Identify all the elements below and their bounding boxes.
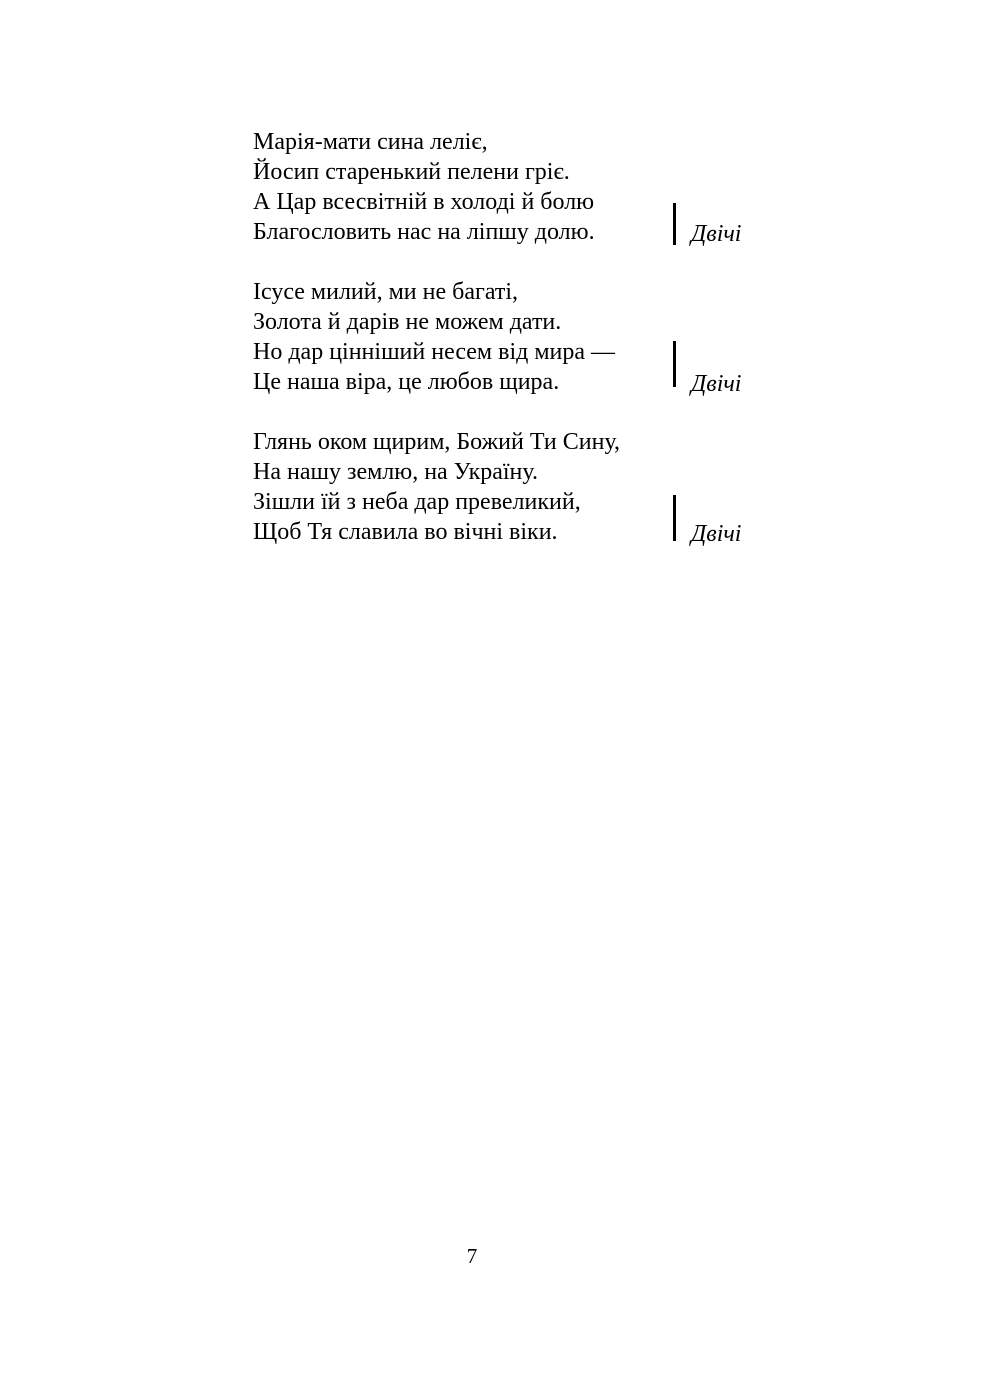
- repeat-label: Двічі: [691, 221, 742, 247]
- verse-line: Глянь оком щирим, Божий Ти Сину,: [253, 429, 621, 455]
- verse-line: Це наша віра, це любов щира.: [253, 369, 560, 395]
- verse-line: Йосип старенький пелени гріє.: [253, 159, 570, 185]
- verse-line: Марія-мати сина леліє,: [253, 129, 488, 155]
- stanza-2: [253, 277, 773, 397]
- stanza-1: [253, 127, 773, 247]
- verse-line: Щоб Тя славила во вічні віки.: [253, 519, 558, 545]
- verse-line: Но дар цінніший несем від мира —: [253, 339, 616, 365]
- repeat-bracket: [673, 495, 676, 541]
- verse-line: Ісусе милий, ми не багаті,: [253, 279, 519, 305]
- verse-line: Благословить нас на ліпшу долю.: [253, 219, 595, 245]
- verse-line: Зішли їй з неба дар превеликий,: [253, 489, 581, 515]
- page-number: 7: [466, 1244, 478, 1268]
- verse-line: Золота й дарів не можем дати.: [253, 309, 562, 335]
- stanza-3: [253, 427, 773, 547]
- verse-line: А Цар всесвітній в холоді й болю: [253, 189, 595, 215]
- repeat-label: Двічі: [691, 521, 742, 547]
- repeat-bracket: [673, 203, 676, 245]
- repeat-label: Двічі: [691, 371, 742, 397]
- verse-line: На нашу землю, на Україну.: [253, 459, 538, 485]
- repeat-bracket: [673, 341, 676, 387]
